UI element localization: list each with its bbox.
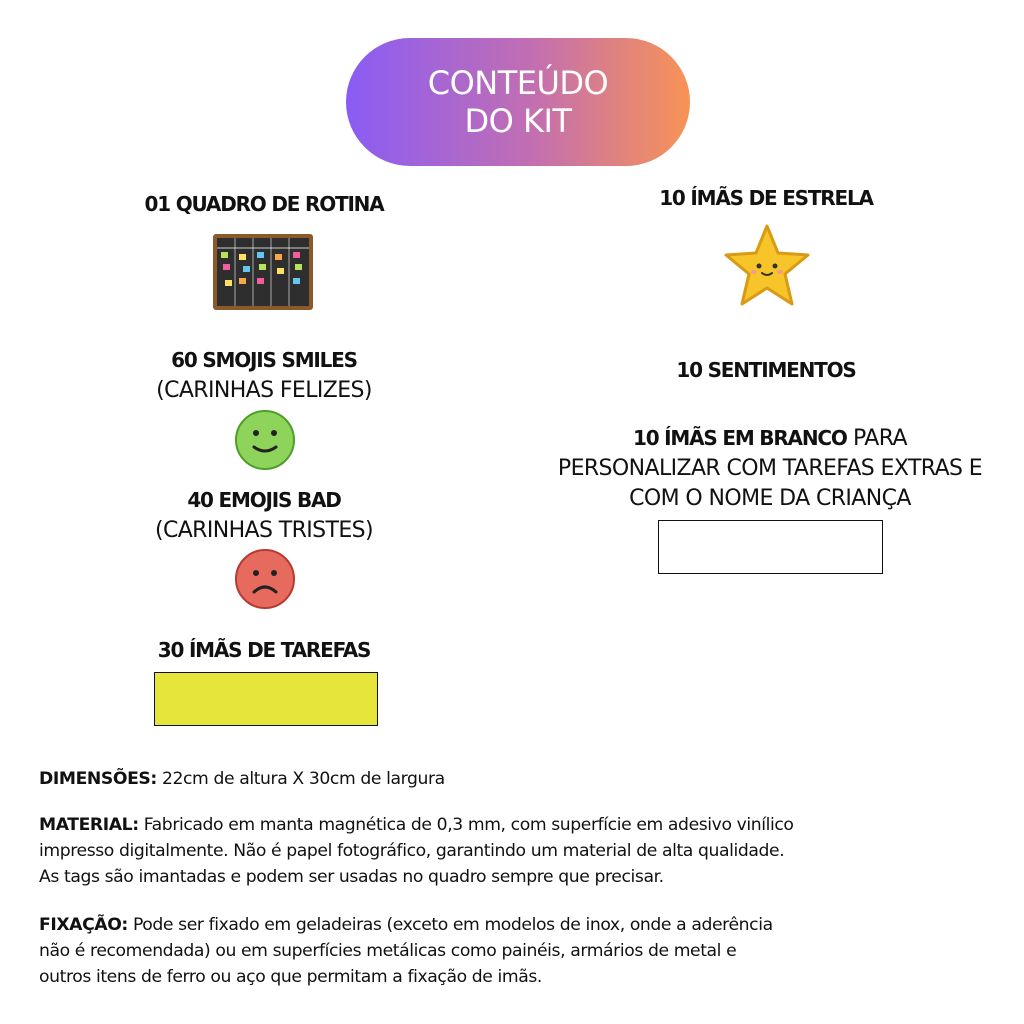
quadro-title: 01 QUADRO DE ROTINA <box>144 192 384 216</box>
badge-line-2: DO KIT <box>464 102 572 140</box>
fixacao-paragraph <box>39 912 989 990</box>
badge-line-1: CONTEÚDO <box>427 64 609 102</box>
material-paragraph <box>39 812 989 890</box>
bad-title: 40 EMOJIS BAD <box>187 488 341 512</box>
dimensoes-text: 22cm de altura X 30cm de largura <box>156 769 445 789</box>
happy-face-icon <box>234 409 296 471</box>
material-line-1: Fabricado em manta magnética de 0,3 mm, com superfície em adesivo vinílico <box>138 815 794 835</box>
dimensoes-paragraph <box>39 766 989 792</box>
dimensoes-label: DIMENSÕES: <box>39 769 157 789</box>
routine-board-icon <box>213 234 313 310</box>
star-icon <box>721 222 813 310</box>
fixacao-line-3: outros itens de ferro ou aço que permitam a fixação de imãs. <box>39 967 542 987</box>
bad-subtitle: (CARINHAS TRISTES) <box>154 518 374 543</box>
smiles-subtitle: (CARINHAS FELIZES) <box>156 378 372 403</box>
fixacao-line-1: Pode ser fixado em geladeiras (exceto em modelos de inox, onde a aderência <box>127 915 773 935</box>
branco-line-1 <box>540 426 1000 451</box>
fixacao-line-2: não é recomendada) ou em superfícies metálicas como painéis, armários de metal e <box>39 941 737 961</box>
sad-face-icon <box>234 548 296 610</box>
blank-magnet-sample <box>658 520 883 574</box>
fixacao-label: FIXAÇÃO: <box>39 915 128 935</box>
material-label: MATERIAL: <box>39 815 139 835</box>
kit-title-badge <box>346 38 690 166</box>
branco-title-bold: 10 ÍMÃS EM BRANCO <box>632 426 847 450</box>
smiles-title: 60 SMOJIS SMILES <box>171 348 357 372</box>
task-magnet-sample <box>154 672 378 726</box>
estrela-title: 10 ÍMÃS DE ESTRELA <box>659 186 873 210</box>
sentimentos-title: 10 SENTIMENTOS <box>676 358 856 382</box>
material-line-2: impresso digitalmente. Não é papel fotográfico, garantindo um material de alta qualidade. <box>39 841 785 861</box>
tarefas-title: 30 ÍMÃS DE TAREFAS <box>157 638 371 662</box>
branco-title-rest: PARA <box>846 426 907 451</box>
material-line-3: As tags são imantadas e podem ser usadas no quadro sempre que precisar. <box>39 867 664 887</box>
branco-line-2: PERSONALIZAR COM TAREFAS EXTRAS E <box>557 456 983 481</box>
branco-line-3: COM O NOME DA CRIANÇA <box>629 486 911 511</box>
